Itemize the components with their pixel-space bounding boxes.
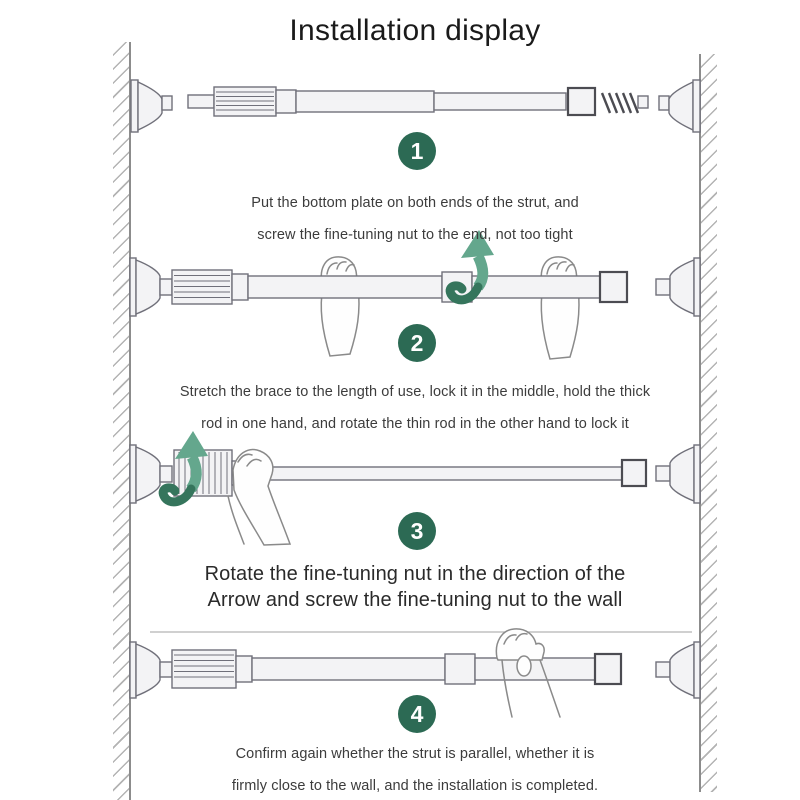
step-2-badge: 2	[398, 324, 436, 362]
step-2-instruction-line-1: Stretch the brace to the length of use, lock it in the middle, hold the thick	[179, 384, 651, 400]
rod-body	[172, 650, 621, 688]
hand	[228, 450, 290, 545]
left-wall-bracket	[131, 80, 172, 132]
step-3-instruction-line-1: Rotate the fine-tuning nut in the direction of the	[204, 563, 626, 585]
rod-body	[188, 87, 648, 116]
step-4-badge: 4	[398, 695, 436, 733]
step-1-badge: 1	[398, 132, 436, 170]
step-2-instruction-line-2: rod in one hand, and rotate the thin rod in the other hand to lock it	[201, 416, 629, 432]
page-title: Installation display	[289, 14, 541, 47]
step-1-instruction-line-2: screw the fine-tuning nut to the end, not too tight	[257, 227, 573, 243]
step-3-badge: 3	[398, 512, 436, 550]
left-wall-bracket	[130, 258, 172, 316]
step-1-instruction-line-1: Put the bottom plate on both ends of the strut, and	[251, 195, 579, 211]
fine-tuning-nut	[172, 650, 236, 688]
step-3-instruction-line-2: Arrow and screw the fine-tuning nut to the wall	[207, 589, 623, 611]
screw-thread	[602, 93, 648, 113]
right-wall-bracket	[656, 258, 700, 316]
end-cap	[622, 460, 646, 486]
left-wall-bracket	[130, 642, 172, 698]
step-4-instruction-line-1: Confirm again whether the strut is parallel, whether it is	[235, 746, 595, 762]
end-cap	[568, 88, 595, 115]
step-4-instruction-line-2: firmly close to the wall, and the installation is completed.	[231, 778, 599, 794]
end-cap	[595, 654, 621, 684]
right-wall-bracket	[656, 445, 700, 503]
end-cap	[600, 272, 627, 302]
lock-joint	[445, 654, 475, 684]
right-wall-bracket	[659, 80, 700, 132]
right-wall-bracket	[656, 642, 700, 698]
